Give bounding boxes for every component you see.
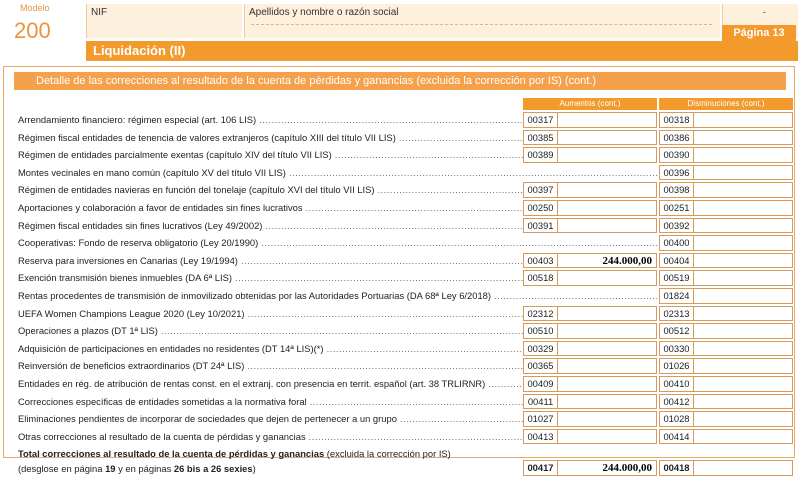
- disminuciones-cell[interactable]: [659, 288, 793, 304]
- box-code: 00389: [524, 148, 558, 162]
- table-row: [4, 340, 794, 358]
- box-code: 00386: [660, 131, 694, 145]
- page-badge: Página 13: [722, 25, 796, 41]
- box-code: 00518: [524, 271, 558, 285]
- row-label: UEFA Women Champions League 2020 (Ley 10/2021) .....: [18, 308, 526, 319]
- box-code: 01028: [660, 412, 694, 426]
- aumentos-cell[interactable]: [523, 130, 657, 146]
- box-code: 01027: [524, 412, 558, 426]
- row-label: Aportaciones y colaboración a favor de entidades sin fines lucrativos .....: [18, 202, 526, 213]
- table-row: [4, 252, 794, 270]
- page-mark: -: [763, 7, 766, 17]
- box-code: 00250: [524, 201, 558, 215]
- disminuciones-cell[interactable]: [659, 112, 793, 128]
- row-label: Exención transmisión bienes inmuebles (DA 6ª LIS) .....: [18, 272, 526, 283]
- modelo-number: 200: [14, 18, 51, 43]
- name-label: Apellidos y nombre o razón social: [249, 7, 399, 18]
- disminuciones-cell[interactable]: [659, 218, 793, 234]
- table-row: [4, 375, 794, 393]
- row-label: Otras correcciones al resultado de la cuenta de pérdidas y ganancias .....: [18, 431, 526, 442]
- table-row: [4, 269, 794, 287]
- box-code: 00403: [524, 254, 558, 268]
- disminuciones-cell[interactable]: [659, 253, 793, 269]
- aumentos-cell[interactable]: [523, 147, 657, 163]
- row-label: Régimen fiscal entidades de tenencia de valores extranjeros (capítulo XIII del título VII LIS) .....: [18, 132, 526, 143]
- modelo-label: Modelo: [20, 3, 50, 13]
- row-label: Régimen de entidades parcialmente exentas (capítulo XIV del título VII LIS) .....: [18, 149, 526, 160]
- row-label: Régimen de entidades navieras en función del tonelaje (capítulo XVI del título VII LIS) .....: [18, 184, 526, 195]
- box-code: 00410: [660, 377, 694, 391]
- box-code: 00404: [660, 254, 694, 268]
- box-code: 00400: [660, 236, 694, 250]
- box-code: 00414: [660, 430, 694, 444]
- row-label: Eliminaciones pendientes de incorporar de sociedades que dejen de pertenecer a un grupo .....: [18, 413, 526, 424]
- disminuciones-cell[interactable]: [659, 358, 793, 374]
- row-label: Montes vecinales en mano común (capítulo XV del título VII LIS) .....: [18, 167, 658, 178]
- box-code: 00391: [524, 219, 558, 233]
- aumentos-cell[interactable]: [523, 394, 657, 410]
- aumentos-cell[interactable]: [523, 358, 657, 374]
- row-label: Rentas procedentes de transmisión de inmovilizado obtenidas por las Autoridades Portuarias (DA 68ª Ley 6/2018) .....: [18, 290, 658, 301]
- box-code: 01824: [660, 289, 694, 303]
- box-code: 02313: [660, 307, 694, 321]
- row-label: Adquisición de participaciones en entidades no residentes (DT 14ª LIS)(*) .....: [18, 343, 526, 354]
- row-label: Régimen fiscal entidades sin fines lucrativos (Ley 49/2002) .....: [18, 220, 526, 231]
- table-row: [4, 410, 794, 428]
- table-row: [4, 111, 794, 129]
- aumentos-cell[interactable]: [523, 341, 657, 357]
- box-code: 00329: [524, 342, 558, 356]
- table-row: [4, 181, 794, 199]
- table-row: [4, 322, 794, 340]
- box-code: 00411: [524, 395, 558, 409]
- disminuciones-cell[interactable]: [659, 376, 793, 392]
- total-sublabel: [18, 463, 256, 474]
- box-code: 00318: [660, 113, 694, 127]
- box-code: 00510: [524, 324, 558, 338]
- box-code: 00365: [524, 359, 558, 373]
- table-row: [4, 199, 794, 217]
- box-code: 00330: [660, 342, 694, 356]
- section-banner: Liquidación (II): [86, 41, 798, 61]
- table-row: [4, 357, 794, 375]
- aumentos-cell[interactable]: [523, 429, 657, 445]
- table-row: [4, 305, 794, 323]
- box-code: 01026: [660, 359, 694, 373]
- table-row: [4, 428, 794, 446]
- total-sub-pre: (desglose en página: [18, 463, 103, 475]
- row-label: Operaciones a plazos (DT 1ª LIS) .....: [18, 325, 526, 336]
- disminuciones-cell[interactable]: [659, 323, 793, 339]
- box-value: 244.000,00: [602, 254, 652, 267]
- corrections-rows: [4, 111, 794, 477]
- aumentos-cell[interactable]: [523, 376, 657, 392]
- aumentos-cell[interactable]: [523, 306, 657, 322]
- total-label: [18, 448, 451, 459]
- aumentos-cell[interactable]: [523, 218, 657, 234]
- table-row: [4, 146, 794, 164]
- row-label: Cooperativas: Fondo de reserva obligatorio (Ley 20/1990) .....: [18, 237, 658, 248]
- box-code: 00317: [524, 113, 558, 127]
- corrections-panel: [3, 66, 795, 475]
- total-sub-num1: 19: [105, 463, 116, 475]
- box-code: 00397: [524, 183, 558, 197]
- disminuciones-cell[interactable]: [659, 270, 793, 286]
- box-code: 00251: [660, 201, 694, 215]
- row-label: Entidades en rég. de atribución de rentas const. en el extranj. con presencia en territ. español (art. 38 TRLIRNR) .....: [18, 378, 526, 389]
- total-disminuciones-cell[interactable]: [659, 460, 793, 476]
- box-code: 00412: [660, 395, 694, 409]
- aumentos-cell[interactable]: [523, 253, 657, 269]
- table-row: [4, 164, 794, 182]
- total-label-bold: Total correcciones al resultado de la cuenta de pérdidas y ganancias: [18, 448, 325, 460]
- disminuciones-cell[interactable]: [659, 394, 793, 410]
- aumentos-cell[interactable]: [523, 323, 657, 339]
- disminuciones-cell[interactable]: [659, 341, 793, 357]
- section-title: Detalle de las correcciones al resultado de la cuenta de pérdidas y ganancias (excluida la corrección por IS) (cont.): [14, 72, 786, 90]
- disminuciones-cell[interactable]: [659, 411, 793, 427]
- box-code: 00409: [524, 377, 558, 391]
- disminuciones-cell[interactable]: [659, 200, 793, 216]
- table-row: [4, 393, 794, 411]
- table-row: [4, 129, 794, 147]
- nif-field[interactable]: [86, 4, 242, 38]
- column-header-disminuciones: Disminuciones (cont.): [659, 98, 793, 110]
- disminuciones-cell[interactable]: [659, 165, 793, 181]
- table-row: [4, 234, 794, 252]
- aumentos-cell[interactable]: [523, 270, 657, 286]
- aumentos-cell[interactable]: [523, 200, 657, 216]
- row-label: Correcciones específicas de entidades sometidas a la normativa foral .....: [18, 396, 526, 407]
- disminuciones-cell[interactable]: [659, 306, 793, 322]
- total-disminuciones-code: 00418: [660, 461, 694, 475]
- total-sub-num2: 26 bis a 26 sexies: [173, 463, 253, 475]
- box-code: 00398: [660, 183, 694, 197]
- total-label-normal: (excluida la corrección por IS): [326, 448, 451, 460]
- total-aumentos-cell[interactable]: [523, 460, 657, 476]
- table-row: [4, 217, 794, 235]
- row-label: Arrendamiento financiero: régimen especial (art. 106 LIS) .....: [18, 114, 526, 125]
- total-sub-post: ): [252, 463, 256, 475]
- disminuciones-cell[interactable]: [659, 235, 793, 251]
- box-code: 00519: [660, 271, 694, 285]
- table-row: [4, 287, 794, 305]
- box-code: 02312: [524, 307, 558, 321]
- box-code: 00385: [524, 131, 558, 145]
- page-box: [722, 4, 798, 38]
- disminuciones-cell[interactable]: [659, 147, 793, 163]
- name-field[interactable]: [244, 4, 720, 38]
- box-code: 00392: [660, 219, 694, 233]
- name-divider: [251, 24, 712, 25]
- disminuciones-cell[interactable]: [659, 130, 793, 146]
- box-code: 00512: [660, 324, 694, 338]
- total-sub-mid: y en páginas: [118, 463, 172, 475]
- column-header-aumentos: Aumentos (cont.): [523, 98, 657, 110]
- row-label: Reinversión de beneficios extraordinarios (DT 24ª LIS) .....: [18, 360, 526, 371]
- total-aumentos-value: 244.000,00: [602, 462, 652, 475]
- disminuciones-cell[interactable]: [659, 429, 793, 445]
- aumentos-cell[interactable]: [523, 411, 657, 427]
- total-row: [4, 445, 794, 477]
- aumentos-cell[interactable]: [523, 112, 657, 128]
- aumentos-cell[interactable]: [523, 182, 657, 198]
- box-code: 00396: [660, 166, 694, 180]
- nif-label: NIF: [91, 7, 108, 18]
- box-code: 00413: [524, 430, 558, 444]
- disminuciones-cell[interactable]: [659, 182, 793, 198]
- box-code: 00390: [660, 148, 694, 162]
- total-aumentos-code: 00417: [524, 461, 558, 475]
- row-label: Reserva para inversiones en Canarias (Ley 19/1994) .....: [18, 255, 526, 266]
